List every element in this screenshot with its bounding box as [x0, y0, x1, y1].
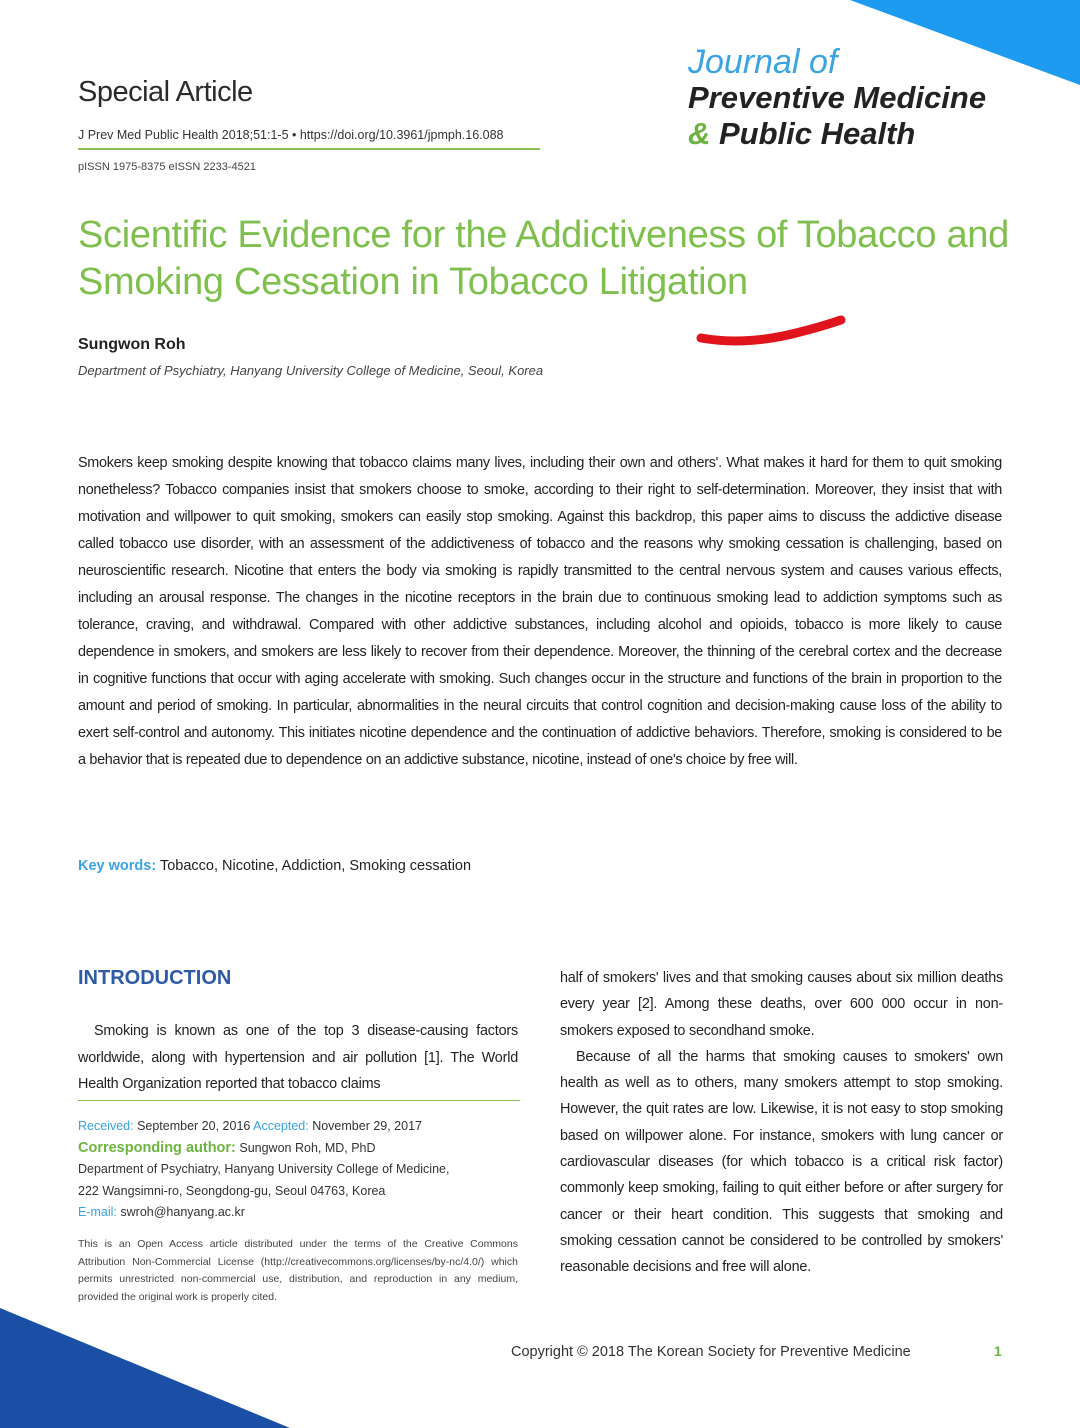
red-pen-underline — [695, 310, 850, 350]
author-affiliation: Department of Psychiatry, Hanyang University College of Medicine, Seoul, Korea — [78, 363, 544, 378]
keywords-line — [78, 858, 471, 874]
email-line — [78, 1202, 518, 1224]
journal-logo-line1: Journal of — [688, 43, 838, 81]
corner-decoration-bottom — [0, 1308, 290, 1428]
keywords-values: Tobacco, Nicotine, Addiction, Smoking cessation — [156, 858, 472, 874]
accepted-label: Accepted: — [253, 1119, 309, 1133]
article-title: Scientific Evidence for the Addictiveness of Tobacco and Smoking Cessation in Tobacco Litigation — [78, 214, 1009, 303]
email-address: swroh@hanyang.ac.kr — [116, 1205, 245, 1219]
accepted-date: November 29, 2017 — [308, 1119, 422, 1133]
journal-logo-line3 — [688, 116, 986, 152]
abstract-text: Smokers keep smoking despite knowing that tobacco claims many lives, including their own and others'. What makes it hard for them to quit smoking nonetheless? Tobacco companies insist that smokers choose to smoke, according to their right to self-determination. Moreover, they insist that with motivation and willpower to quit smoking, smokers can easily stop smoking. Against this backdrop, this paper aims to discuss the addictive disease called tobacco use disorder, with an assessment of the addictiveness of tobacco and the reasons why smoking cessation is challenging, based on neuroscientific research. Nicotine that enters the body via smoking is rapidly transmitted to the central nervous system and causes various effects, including an arousal response. The changes in the nicotine receptors in the brain due to continuous smoking lead to addiction symptoms such as tolerance, craving, and withdrawal. Compared with other addictive substances, including alcohol and opioids, tobacco is more likely to cause dependence in smokers, and smokers are less likely to recover from their dependence. Moreover, the thinning of the cerebral cortex and the decrease in cognitive functions that occur with aging accelerate with smoking. Such changes occur in the structure and functions of the brain in proportion to the amount and period of smoking. In particular, abnormalities in the neural circuits that control cognition and decision-making cause loss of the ability to exert self-control and autonomy. This initiates nicotine dependence and the continuation of addictive behaviors. Therefore, smoking is considered to be a behavior that is repeated due to dependence on an addictive substance, nicotine, instead of one's choice by free will. — [78, 455, 1002, 768]
intro-right-column — [560, 965, 1003, 1281]
correspondence-divider — [78, 1100, 520, 1101]
email-label: E-mail: — [78, 1205, 117, 1219]
author-name: Sungwon Roh — [78, 336, 186, 353]
corresponding-author-line — [78, 1138, 518, 1160]
received-date: September 20, 2016 — [133, 1119, 254, 1133]
journal-logo — [688, 44, 986, 152]
section-heading-introduction: INTRODUCTION — [78, 967, 232, 989]
corresponding-author-name: Sungwon Roh, MD, PhD — [235, 1140, 376, 1155]
address-line-1: Department of Psychiatry, Hanyang University College of Medicine, — [78, 1162, 450, 1176]
intro-paragraph-right-continued: half of smokers' lives and that smoking causes about six million deaths every year [2]. Among these deaths, over 600 000 occur in non-smokers exposed to secondhand smoke. — [560, 970, 1003, 1039]
red-pen-stroke — [701, 320, 841, 341]
corner-triangle-bottom — [0, 1308, 290, 1428]
journal-logo-line2: Preventive Medicine — [688, 80, 987, 115]
intro-paragraph-2: Because of all the harms that smoking causes to smokers' own health as well as to others, many smokers attempt to stop smoking. However, the quit rates are low. Likewise, it is not easy to stop smoking based on willpower alone. For instance, smokers with lung cancer or cardiovascular diseases (for which tobacco is a critical risk factor) commonly keep smoking, failing to quit either before or after surgery for cancer or their heart condition. This suggests that smoking and smoking cessation cannot be considered to be controlled by smokers' reasonable decisions and free will alone. — [560, 1048, 1003, 1276]
copyright-notice: Copyright © 2018 The Korean Society for Preventive Medicine — [511, 1344, 911, 1360]
address-line-2: 222 Wangsimni-ro, Seongdong-gu, Seoul 04763, Korea — [78, 1183, 386, 1198]
keywords-label: Key words: — [78, 858, 157, 874]
citation-line: J Prev Med Public Health 2018;51:1-5 • https://doi.org/10.3961/jpmph.16.088 — [78, 128, 540, 150]
page-number: 1 — [994, 1343, 1002, 1359]
journal-logo-ampersand: & — [688, 116, 711, 151]
article-type-label: Special Article — [78, 76, 253, 108]
correspondence-block — [78, 1116, 518, 1224]
issn-line: pISSN 1975-8375 eISSN 2233-4521 — [78, 161, 256, 173]
dates-line — [78, 1116, 518, 1138]
intro-paragraph-left: Smoking is known as one of the top 3 disease-causing factors worldwide, along with hypertension and air pollution [1]. The World Health Organization reported that tobacco claims — [78, 1023, 518, 1092]
received-label: Received: — [78, 1119, 134, 1133]
corresponding-author-label: Corresponding author: — [78, 1139, 236, 1156]
license-notice: This is an Open Access article distributed under the terms of the Creative Commons Attribution Non-Commercial License (http://creativecommons.org/licenses/by-nc/4.0/) which permits unrestricted non-commercial use, distribution, and reproduction in any medium, provided the original work is properly cited. — [78, 1238, 518, 1303]
journal-logo-line3-text: Public Health — [710, 116, 916, 151]
